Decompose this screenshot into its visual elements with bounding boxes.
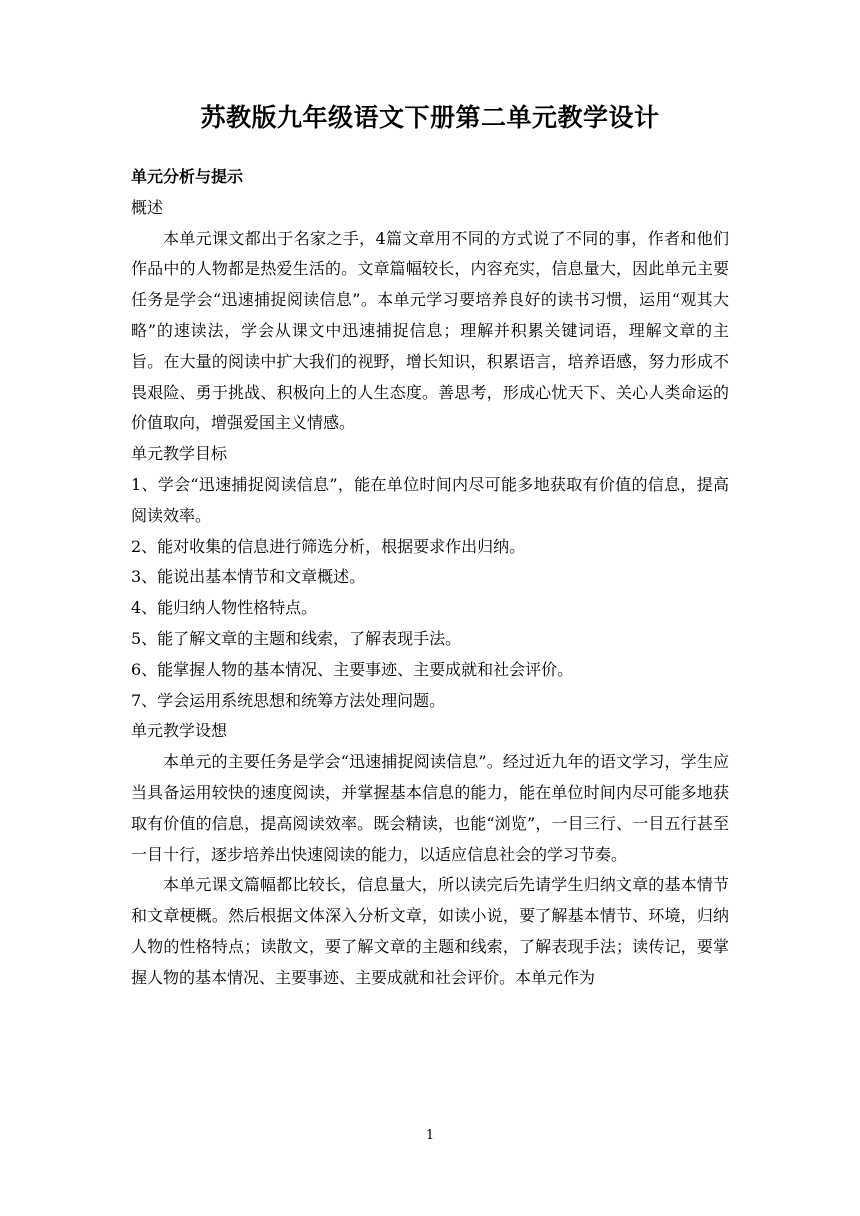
goal-item: 1、学会“迅速捕捉阅读信息”，能在单位时间内尽可能多地获取有价值的信息，提高阅读效率。: [131, 474, 729, 525]
overview-paragraph: 本单元课文都出于名家之手，4篇文章用不同的方式说了不同的事，作者和他们作品中的人物都是热爱生活的。文章篇幅较长，内容充实，信息量大，因此单元主要任务是学会“迅速捕捉阅读信息”。本单元学习要培养良好的读书习惯，运用“观其大略”的速读法，学会从课文中迅速捕捉信息；理解并积累关键词语，理解文章的主旨。在大量的阅读中扩大我们的视野，增长知识，积累语言，培养语感，努力形成不畏艰险、勇于挑战、积极向上的人生态度。善思考，形成心忧天下、关心人类命运的价值取向，增强爱国主义情感。: [131, 228, 729, 433]
section-heading: 单元分析与提示: [131, 167, 244, 186]
plan-label: 单元教学设想: [131, 721, 228, 741]
goal-item: 3、能说出基本情节和文章概述。: [131, 567, 366, 587]
goal-item: 4、能归纳人物性格特点。: [131, 598, 318, 618]
goal-item: 7、学会运用系统思想和统筹方法处理问题。: [131, 690, 446, 710]
document-title: 苏教版九年级语文下册第二单元教学设计: [200, 103, 660, 132]
page-number: 1: [425, 1128, 435, 1143]
document-body: [131, 162, 729, 994]
overview-label: 概述: [131, 197, 164, 217]
plan-paragraph: 本单元的主要任务是学会“迅速捕捉阅读信息”。经过近九年的语文学习，学生应当具备运用较快的速度阅读，并掌握基本信息的能力，能在单位时间内尽可能多地获取有价值的信息，提高阅读效率。既会精读，也能“浏览”，一目三行、一目五行甚至一目十行，逐步培养出快速阅读的能力，以适应信息社会的学习节奏。: [131, 752, 729, 864]
goal-item: 2、能对收集的信息进行筛选分析，根据要求作出归纳。: [131, 536, 526, 556]
goals-label: 单元教学目标: [131, 444, 228, 464]
goal-item: 5、能了解文章的主题和线索，了解表现手法。: [131, 628, 462, 648]
plan-paragraph: 本单元课文篇幅都比较长，信息量大，所以读完后先请学生归纳文章的基本情节和文章梗概。然后根据文体深入分析文章，如读小说，要了解基本情节、环境，归纳人物的性格特点；读散文，要了解文章的主题和线索，了解表现手法；读传记，要掌握人物的基本情况、主要事迹、主要成就和社会评价。本单元作为: [131, 875, 729, 987]
goal-item: 6、能掌握人物的基本情况、主要事迹、主要成就和社会评价。: [131, 659, 574, 679]
